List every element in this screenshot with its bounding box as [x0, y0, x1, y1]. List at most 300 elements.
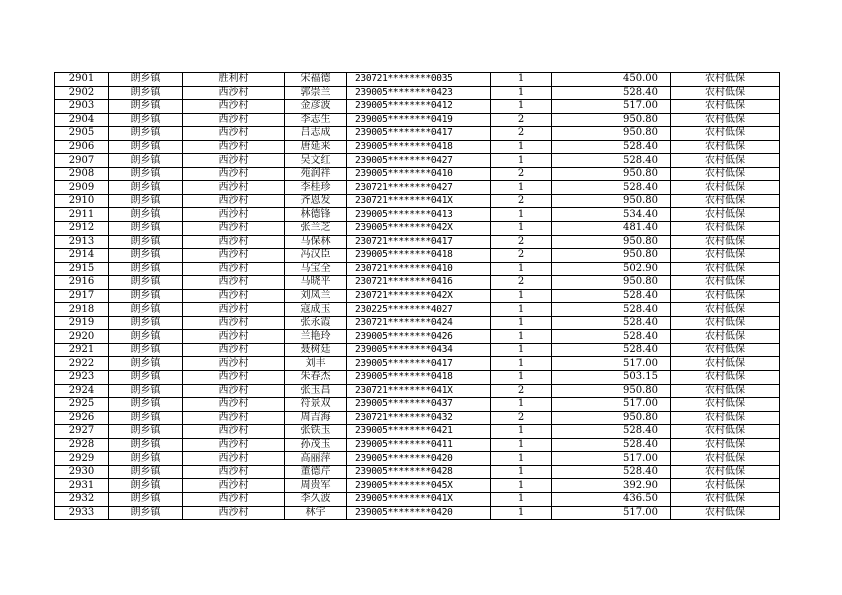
id-number-cell: 239005********0434	[347, 343, 491, 357]
table-row	[55, 249, 780, 263]
amount-cell: 436.50	[552, 492, 671, 506]
household-size-cell: 1	[491, 222, 552, 236]
person-name-cell: 符景双	[285, 398, 347, 412]
assistance-type-cell: 农村低保	[671, 100, 780, 114]
id-number-cell: 230721********0035	[347, 73, 491, 87]
township-cell: 朗乡镇	[109, 208, 183, 222]
id-number-cell: 239005********0417	[347, 357, 491, 371]
amount-cell: 950.80	[552, 113, 671, 127]
person-name-cell: 朱春杰	[285, 371, 347, 385]
row-number-cell: 2921	[55, 343, 109, 357]
id-number-cell: 239005********0418	[347, 249, 491, 263]
assistance-type-cell: 农村低保	[671, 289, 780, 303]
table-row	[55, 289, 780, 303]
row-number-cell: 2912	[55, 222, 109, 236]
table-row	[55, 86, 780, 100]
row-number-cell: 2903	[55, 100, 109, 114]
township-cell: 朗乡镇	[109, 425, 183, 439]
township-cell: 朗乡镇	[109, 303, 183, 317]
township-cell: 朗乡镇	[109, 127, 183, 141]
assistance-type-cell: 农村低保	[671, 194, 780, 208]
id-number-cell: 230721********041X	[347, 194, 491, 208]
assistance-type-cell: 农村低保	[671, 167, 780, 181]
village-cell: 西沙村	[183, 330, 285, 344]
amount-cell: 950.80	[552, 276, 671, 290]
amount-cell: 950.80	[552, 411, 671, 425]
village-cell: 西沙村	[183, 181, 285, 195]
id-number-cell: 239005********0426	[347, 330, 491, 344]
assistance-type-cell: 农村低保	[671, 154, 780, 168]
row-number-cell: 2924	[55, 384, 109, 398]
household-size-cell: 1	[491, 492, 552, 506]
amount-cell: 517.00	[552, 100, 671, 114]
amount-cell: 950.80	[552, 384, 671, 398]
township-cell: 朗乡镇	[109, 506, 183, 520]
amount-cell: 528.40	[552, 181, 671, 195]
township-cell: 朗乡镇	[109, 492, 183, 506]
person-name-cell: 高丽萍	[285, 452, 347, 466]
township-cell: 朗乡镇	[109, 194, 183, 208]
village-cell: 西沙村	[183, 316, 285, 330]
person-name-cell: 苑润祥	[285, 167, 347, 181]
table-row	[55, 411, 780, 425]
person-name-cell: 林德锋	[285, 208, 347, 222]
amount-cell: 528.40	[552, 289, 671, 303]
household-size-cell: 1	[491, 465, 552, 479]
assistance-type-cell: 农村低保	[671, 465, 780, 479]
household-size-cell: 1	[491, 425, 552, 439]
assistance-type-cell: 农村低保	[671, 452, 780, 466]
amount-cell: 528.40	[552, 465, 671, 479]
village-cell: 西沙村	[183, 235, 285, 249]
table-row	[55, 452, 780, 466]
id-number-cell: 239005********0418	[347, 371, 491, 385]
assistance-type-cell: 农村低保	[671, 398, 780, 412]
row-number-cell: 2920	[55, 330, 109, 344]
township-cell: 朗乡镇	[109, 289, 183, 303]
township-cell: 朗乡镇	[109, 371, 183, 385]
row-number-cell: 2914	[55, 249, 109, 263]
amount-cell: 950.80	[552, 249, 671, 263]
village-cell: 西沙村	[183, 127, 285, 141]
table-row	[55, 465, 780, 479]
row-number-cell: 2909	[55, 181, 109, 195]
village-cell: 西沙村	[183, 167, 285, 181]
household-size-cell: 1	[491, 140, 552, 154]
id-number-cell: 239005********0413	[347, 208, 491, 222]
village-cell: 西沙村	[183, 492, 285, 506]
amount-cell: 517.00	[552, 398, 671, 412]
village-cell: 西沙村	[183, 262, 285, 276]
table-row	[55, 438, 780, 452]
row-number-cell: 2930	[55, 465, 109, 479]
table-row	[55, 479, 780, 493]
amount-cell: 502.90	[552, 262, 671, 276]
assistance-type-cell: 农村低保	[671, 86, 780, 100]
household-size-cell: 2	[491, 249, 552, 263]
assistance-type-cell: 农村低保	[671, 357, 780, 371]
row-number-cell: 2927	[55, 425, 109, 439]
person-name-cell: 周吉海	[285, 411, 347, 425]
village-cell: 西沙村	[183, 100, 285, 114]
person-name-cell: 聂树廷	[285, 343, 347, 357]
row-number-cell: 2923	[55, 371, 109, 385]
household-size-cell: 1	[491, 452, 552, 466]
amount-cell: 528.40	[552, 316, 671, 330]
village-cell: 西沙村	[183, 438, 285, 452]
assistance-type-cell: 农村低保	[671, 276, 780, 290]
table-row	[55, 140, 780, 154]
township-cell: 朗乡镇	[109, 411, 183, 425]
township-cell: 朗乡镇	[109, 465, 183, 479]
village-cell: 西沙村	[183, 506, 285, 520]
household-size-cell: 2	[491, 235, 552, 249]
amount-cell: 528.40	[552, 303, 671, 317]
assistance-type-cell: 农村低保	[671, 330, 780, 344]
amount-cell: 950.80	[552, 127, 671, 141]
id-number-cell: 239005********0412	[347, 100, 491, 114]
household-size-cell: 1	[491, 343, 552, 357]
row-number-cell: 2907	[55, 154, 109, 168]
table-row	[55, 506, 780, 520]
person-name-cell: 兰艳玲	[285, 330, 347, 344]
relief-roster-table	[54, 72, 780, 520]
village-cell: 西沙村	[183, 222, 285, 236]
assistance-type-cell: 农村低保	[671, 479, 780, 493]
row-number-cell: 2906	[55, 140, 109, 154]
table-row	[55, 330, 780, 344]
assistance-type-cell: 农村低保	[671, 140, 780, 154]
table-row	[55, 167, 780, 181]
row-number-cell: 2925	[55, 398, 109, 412]
amount-cell: 534.40	[552, 208, 671, 222]
amount-cell: 528.40	[552, 154, 671, 168]
person-name-cell: 金彦波	[285, 100, 347, 114]
amount-cell: 528.40	[552, 140, 671, 154]
person-name-cell: 马晓平	[285, 276, 347, 290]
assistance-type-cell: 农村低保	[671, 303, 780, 317]
assistance-type-cell: 农村低保	[671, 343, 780, 357]
row-number-cell: 2904	[55, 113, 109, 127]
table-body	[55, 73, 780, 520]
village-cell: 西沙村	[183, 357, 285, 371]
row-number-cell: 2931	[55, 479, 109, 493]
township-cell: 朗乡镇	[109, 167, 183, 181]
household-size-cell: 1	[491, 262, 552, 276]
row-number-cell: 2926	[55, 411, 109, 425]
person-name-cell: 张玉昌	[285, 384, 347, 398]
assistance-type-cell: 农村低保	[671, 113, 780, 127]
household-size-cell: 1	[491, 303, 552, 317]
id-number-cell: 239005********0419	[347, 113, 491, 127]
table-row	[55, 181, 780, 195]
township-cell: 朗乡镇	[109, 384, 183, 398]
amount-cell: 950.80	[552, 194, 671, 208]
person-name-cell: 李桂珍	[285, 181, 347, 195]
village-cell: 西沙村	[183, 276, 285, 290]
assistance-type-cell: 农村低保	[671, 411, 780, 425]
table-row	[55, 194, 780, 208]
township-cell: 朗乡镇	[109, 398, 183, 412]
table-row	[55, 73, 780, 87]
row-number-cell: 2929	[55, 452, 109, 466]
person-name-cell: 孙茂玉	[285, 438, 347, 452]
row-number-cell: 2917	[55, 289, 109, 303]
table-row	[55, 343, 780, 357]
person-name-cell: 吴文红	[285, 154, 347, 168]
township-cell: 朗乡镇	[109, 343, 183, 357]
assistance-type-cell: 农村低保	[671, 235, 780, 249]
id-number-cell: 239005********0423	[347, 86, 491, 100]
row-number-cell: 2928	[55, 438, 109, 452]
table-row	[55, 235, 780, 249]
township-cell: 朗乡镇	[109, 357, 183, 371]
village-cell: 西沙村	[183, 425, 285, 439]
amount-cell: 950.80	[552, 235, 671, 249]
township-cell: 朗乡镇	[109, 330, 183, 344]
assistance-type-cell: 农村低保	[671, 181, 780, 195]
household-size-cell: 1	[491, 357, 552, 371]
table-row	[55, 262, 780, 276]
id-number-cell: 230721********041X	[347, 384, 491, 398]
row-number-cell: 2916	[55, 276, 109, 290]
table-row	[55, 222, 780, 236]
township-cell: 朗乡镇	[109, 113, 183, 127]
amount-cell: 392.90	[552, 479, 671, 493]
township-cell: 朗乡镇	[109, 86, 183, 100]
township-cell: 朗乡镇	[109, 222, 183, 236]
row-number-cell: 2932	[55, 492, 109, 506]
amount-cell: 450.00	[552, 73, 671, 87]
amount-cell: 517.00	[552, 357, 671, 371]
village-cell: 西沙村	[183, 384, 285, 398]
row-number-cell: 2908	[55, 167, 109, 181]
id-number-cell: 239005********0427	[347, 154, 491, 168]
id-number-cell: 230721********0410	[347, 262, 491, 276]
amount-cell: 950.80	[552, 167, 671, 181]
household-size-cell: 2	[491, 113, 552, 127]
id-number-cell: 239005********0417	[347, 127, 491, 141]
person-name-cell: 张永霞	[285, 316, 347, 330]
village-cell: 西沙村	[183, 194, 285, 208]
village-cell: 西沙村	[183, 452, 285, 466]
table-row	[55, 371, 780, 385]
row-number-cell: 2911	[55, 208, 109, 222]
assistance-type-cell: 农村低保	[671, 73, 780, 87]
id-number-cell: 230721********0417	[347, 235, 491, 249]
table-row	[55, 316, 780, 330]
id-number-cell: 230225********4027	[347, 303, 491, 317]
village-cell: 西沙村	[183, 208, 285, 222]
household-size-cell: 1	[491, 154, 552, 168]
person-name-cell: 唐延来	[285, 140, 347, 154]
table-row	[55, 384, 780, 398]
village-cell: 西沙村	[183, 86, 285, 100]
amount-cell: 528.40	[552, 343, 671, 357]
household-size-cell: 2	[491, 276, 552, 290]
id-number-cell: 239005********0420	[347, 506, 491, 520]
person-name-cell: 冯汉臣	[285, 249, 347, 263]
person-name-cell: 郭崇兰	[285, 86, 347, 100]
household-size-cell: 2	[491, 384, 552, 398]
township-cell: 朗乡镇	[109, 452, 183, 466]
id-number-cell: 239005********0418	[347, 140, 491, 154]
village-cell: 西沙村	[183, 371, 285, 385]
person-name-cell: 刘凤兰	[285, 289, 347, 303]
row-number-cell: 2901	[55, 73, 109, 87]
assistance-type-cell: 农村低保	[671, 438, 780, 452]
household-size-cell: 2	[491, 411, 552, 425]
household-size-cell: 1	[491, 181, 552, 195]
person-name-cell: 张兰芝	[285, 222, 347, 236]
assistance-type-cell: 农村低保	[671, 425, 780, 439]
household-size-cell: 1	[491, 479, 552, 493]
township-cell: 朗乡镇	[109, 73, 183, 87]
table-row	[55, 100, 780, 114]
village-cell: 西沙村	[183, 465, 285, 479]
township-cell: 朗乡镇	[109, 438, 183, 452]
person-name-cell: 寇成玉	[285, 303, 347, 317]
household-size-cell: 1	[491, 398, 552, 412]
household-size-cell: 2	[491, 167, 552, 181]
amount-cell: 481.40	[552, 222, 671, 236]
id-number-cell: 239005********0410	[347, 167, 491, 181]
household-size-cell: 1	[491, 316, 552, 330]
row-number-cell: 2918	[55, 303, 109, 317]
person-name-cell: 吕志成	[285, 127, 347, 141]
village-cell: 西沙村	[183, 289, 285, 303]
table-row	[55, 357, 780, 371]
township-cell: 朗乡镇	[109, 140, 183, 154]
person-name-cell: 李志生	[285, 113, 347, 127]
id-number-cell: 230721********0416	[347, 276, 491, 290]
table-row	[55, 303, 780, 317]
id-number-cell: 230721********042X	[347, 289, 491, 303]
household-size-cell: 1	[491, 371, 552, 385]
amount-cell: 517.00	[552, 506, 671, 520]
person-name-cell: 马宝全	[285, 262, 347, 276]
row-number-cell: 2910	[55, 194, 109, 208]
township-cell: 朗乡镇	[109, 316, 183, 330]
table-row	[55, 208, 780, 222]
id-number-cell: 230721********0427	[347, 181, 491, 195]
household-size-cell: 1	[491, 438, 552, 452]
table-row	[55, 492, 780, 506]
amount-cell: 528.40	[552, 438, 671, 452]
household-size-cell: 1	[491, 73, 552, 87]
household-size-cell: 2	[491, 127, 552, 141]
household-size-cell: 2	[491, 194, 552, 208]
person-name-cell: 宋福德	[285, 73, 347, 87]
village-cell: 西沙村	[183, 411, 285, 425]
id-number-cell: 230721********0424	[347, 316, 491, 330]
assistance-type-cell: 农村低保	[671, 384, 780, 398]
household-size-cell: 1	[491, 208, 552, 222]
amount-cell: 528.40	[552, 425, 671, 439]
township-cell: 朗乡镇	[109, 479, 183, 493]
assistance-type-cell: 农村低保	[671, 506, 780, 520]
assistance-type-cell: 农村低保	[671, 222, 780, 236]
table-row	[55, 154, 780, 168]
village-cell: 西沙村	[183, 154, 285, 168]
household-size-cell: 1	[491, 100, 552, 114]
village-cell: 西沙村	[183, 303, 285, 317]
township-cell: 朗乡镇	[109, 262, 183, 276]
assistance-type-cell: 农村低保	[671, 262, 780, 276]
amount-cell: 528.40	[552, 86, 671, 100]
person-name-cell: 张铁玉	[285, 425, 347, 439]
village-cell: 西沙村	[183, 140, 285, 154]
row-number-cell: 2902	[55, 86, 109, 100]
relief-roster-sheet	[54, 72, 780, 520]
assistance-type-cell: 农村低保	[671, 371, 780, 385]
person-name-cell: 刘丰	[285, 357, 347, 371]
id-number-cell: 230721********0432	[347, 411, 491, 425]
household-size-cell: 1	[491, 330, 552, 344]
table-row	[55, 398, 780, 412]
village-cell: 西沙村	[183, 249, 285, 263]
id-number-cell: 239005********045X	[347, 479, 491, 493]
village-cell: 胜利村	[183, 73, 285, 87]
row-number-cell: 2933	[55, 506, 109, 520]
id-number-cell: 239005********0411	[347, 438, 491, 452]
village-cell: 西沙村	[183, 398, 285, 412]
table-row	[55, 113, 780, 127]
township-cell: 朗乡镇	[109, 154, 183, 168]
row-number-cell: 2905	[55, 127, 109, 141]
person-name-cell: 李久波	[285, 492, 347, 506]
id-number-cell: 239005********042X	[347, 222, 491, 236]
person-name-cell: 马保林	[285, 235, 347, 249]
id-number-cell: 239005********0420	[347, 452, 491, 466]
id-number-cell: 239005********0428	[347, 465, 491, 479]
table-row	[55, 276, 780, 290]
person-name-cell: 林宇	[285, 506, 347, 520]
id-number-cell: 239005********041X	[347, 492, 491, 506]
village-cell: 西沙村	[183, 113, 285, 127]
township-cell: 朗乡镇	[109, 235, 183, 249]
person-name-cell: 董德芹	[285, 465, 347, 479]
row-number-cell: 2919	[55, 316, 109, 330]
assistance-type-cell: 农村低保	[671, 249, 780, 263]
assistance-type-cell: 农村低保	[671, 316, 780, 330]
row-number-cell: 2922	[55, 357, 109, 371]
row-number-cell: 2913	[55, 235, 109, 249]
person-name-cell: 齐恩发	[285, 194, 347, 208]
assistance-type-cell: 农村低保	[671, 208, 780, 222]
table-row	[55, 127, 780, 141]
id-number-cell: 239005********0437	[347, 398, 491, 412]
row-number-cell: 2915	[55, 262, 109, 276]
township-cell: 朗乡镇	[109, 276, 183, 290]
household-size-cell: 1	[491, 289, 552, 303]
household-size-cell: 1	[491, 506, 552, 520]
amount-cell: 528.40	[552, 330, 671, 344]
township-cell: 朗乡镇	[109, 100, 183, 114]
amount-cell: 503.15	[552, 371, 671, 385]
assistance-type-cell: 农村低保	[671, 127, 780, 141]
household-size-cell: 1	[491, 86, 552, 100]
amount-cell: 517.00	[552, 452, 671, 466]
table-row	[55, 425, 780, 439]
assistance-type-cell: 农村低保	[671, 492, 780, 506]
id-number-cell: 239005********0421	[347, 425, 491, 439]
township-cell: 朗乡镇	[109, 249, 183, 263]
village-cell: 西沙村	[183, 479, 285, 493]
person-name-cell: 周贵军	[285, 479, 347, 493]
township-cell: 朗乡镇	[109, 181, 183, 195]
village-cell: 西沙村	[183, 343, 285, 357]
